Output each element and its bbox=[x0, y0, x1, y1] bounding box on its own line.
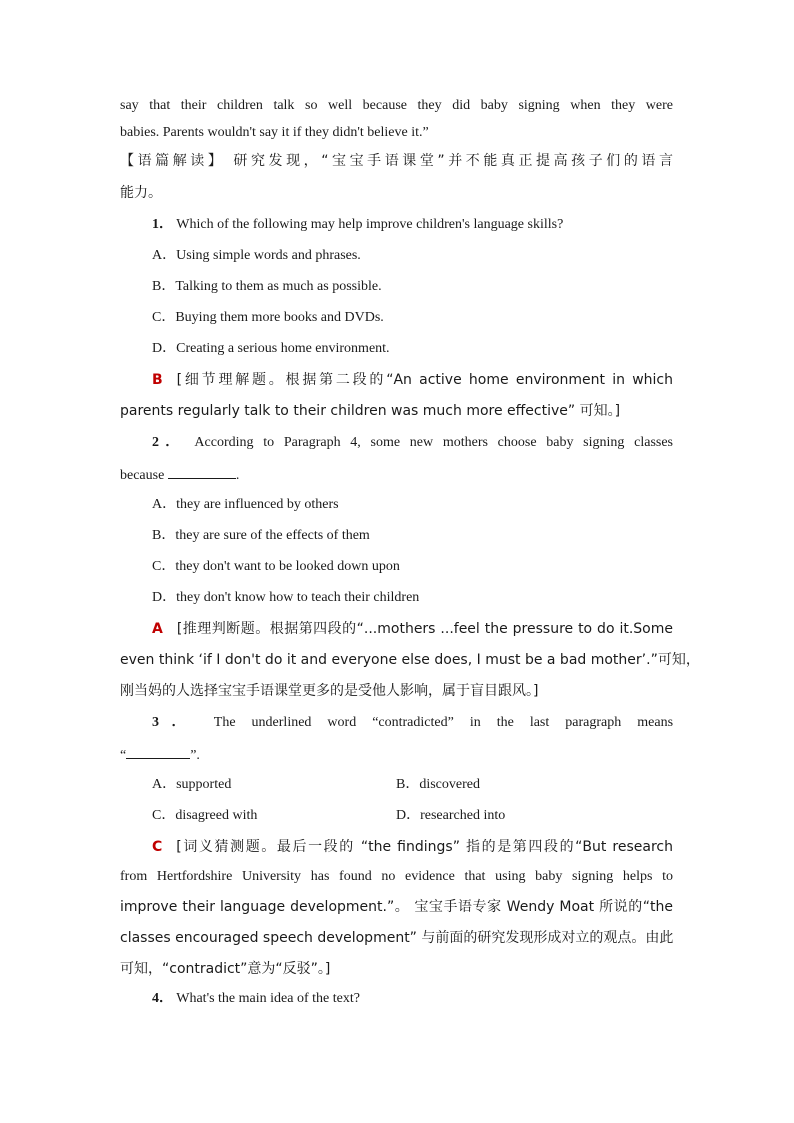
option-a: A．they are influenced by others bbox=[152, 497, 339, 512]
question-text: Which of the following may help improve children's language skills? bbox=[176, 217, 564, 232]
explanation-line: classes encouraged speech development” 与前面的研究发现形成对立的观点。由此 bbox=[120, 930, 674, 946]
answer-letter: B bbox=[152, 372, 163, 388]
option-b: B．they are sure of the effects of them bbox=[152, 528, 370, 543]
answer-blank bbox=[126, 744, 190, 759]
option-d: D．researched into bbox=[396, 808, 506, 823]
question-number: 2． bbox=[152, 435, 186, 450]
summary-line bbox=[120, 151, 673, 171]
question-text: because bbox=[120, 468, 165, 483]
passage-line: babies. Parents wouldn't say it if they didn't believe it.” bbox=[120, 125, 429, 140]
explanation-line bbox=[152, 619, 673, 639]
option-c: C．Buying them more books and DVDs. bbox=[152, 310, 384, 325]
answer-letter: A bbox=[152, 621, 163, 637]
question-text: . bbox=[235, 468, 240, 483]
option-c: C．they don't want to be looked down upon bbox=[152, 559, 400, 574]
summary-label: 【语篇解读】 bbox=[120, 153, 226, 169]
question-number: 1． bbox=[152, 217, 173, 232]
option-d: D．Creating a serious home environment. bbox=[152, 341, 390, 356]
question-text: According to Paragraph 4, some new mothers choose baby signing classes bbox=[194, 435, 674, 450]
question-stem bbox=[152, 989, 673, 1009]
explanation-text: [细节理解题。根据第二段的“An active home environment in which bbox=[176, 372, 673, 388]
explanation-line: parents regularly talk to their children was much more effective” 可知。] bbox=[120, 403, 621, 419]
question-text: ”. bbox=[190, 748, 200, 763]
explanation-line: 刚当妈的人选择宝宝手语课堂更多的是受他人影响，属于盲目跟风。] bbox=[120, 683, 539, 699]
option-c: C．disagreed with bbox=[152, 808, 258, 823]
summary-text: 研究发现，“宝宝手语课堂”并不能真正提高孩子们的语言 bbox=[233, 153, 673, 169]
explanation-text: [词义猜测题。最后一段的 “the findings” 指的是第四段的“But research bbox=[176, 839, 673, 855]
option-d: D．they don't know how to teach their children bbox=[152, 590, 420, 605]
option-b: B．discovered bbox=[396, 777, 480, 792]
option-a: A．supported bbox=[152, 777, 232, 792]
answer-blank bbox=[168, 464, 236, 479]
summary-line: 能力。 bbox=[120, 185, 162, 201]
option-b: B．Talking to them as much as possible. bbox=[152, 279, 382, 294]
question-number: 3． bbox=[152, 715, 199, 730]
question-stem-cont bbox=[120, 464, 673, 486]
explanation-line: improve their language development.”。 宝宝手语专家 Wendy Moat 所说的“the bbox=[120, 899, 673, 915]
question-stem bbox=[152, 433, 673, 453]
question-stem bbox=[152, 713, 673, 733]
answer-letter: C bbox=[152, 839, 163, 855]
explanation-line bbox=[152, 837, 673, 857]
question-text: “ bbox=[120, 748, 127, 763]
explanation-text: [推理判断题。根据第四段的“...mothers ...feel the pressure to do it.Some bbox=[176, 621, 673, 637]
passage-line: say that their children talk so well because they did baby signing when they were bbox=[120, 98, 673, 113]
option-a: A．Using simple words and phrases. bbox=[152, 248, 361, 263]
question-text: The underlined word “contradicted” in the last paragraph means bbox=[213, 715, 674, 730]
question-stem-cont bbox=[120, 744, 673, 766]
explanation-line: even think ‘if I don't do it and everyone else does, I must be a bad mother’.”可知， bbox=[120, 652, 700, 668]
question-text: What's the main idea of the text? bbox=[176, 991, 360, 1006]
question-stem bbox=[152, 215, 673, 235]
explanation-line: from Hertfordshire University has found no evidence that using baby signing helps to bbox=[120, 869, 673, 884]
explanation-line bbox=[152, 370, 673, 390]
question-number: 4． bbox=[152, 991, 173, 1006]
explanation-line: 可知，“contradict”意为“反驳”。] bbox=[120, 961, 331, 977]
